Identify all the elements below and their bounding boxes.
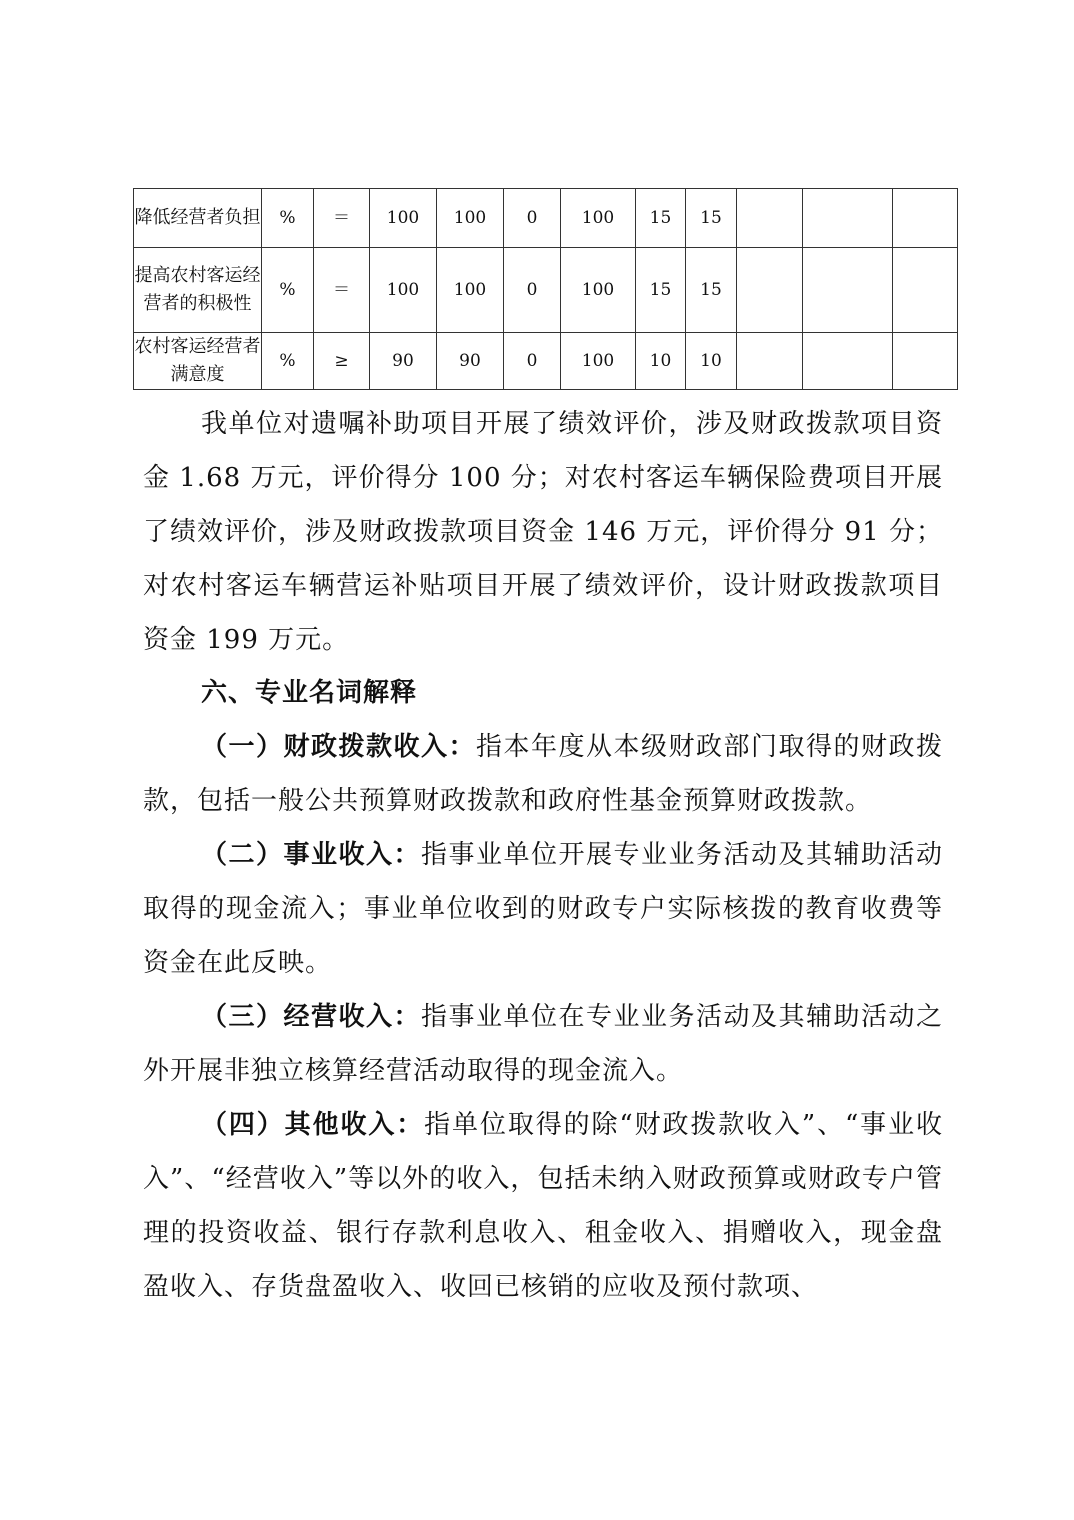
value-cell: 0 <box>504 333 561 390</box>
evaluation-paragraph: 我单位对遗嘱补助项目开展了绩效评价，涉及财政拨款项目资金 1.68 万元，评价得分 100 分；对农村客运车辆保险费项目开展了绩效评价，涉及财政拨款项目资金 146 万元，评价得分 91 分；对农村客运车辆营运补贴项目开展了绩效评价，设计财政拨款项目资金 199 万元。 <box>143 409 943 655</box>
empty-cell <box>893 189 958 248</box>
term-text: 指单位取得的除“财政拨款收入”、“事业收入”、“经营收入”等以外的收入，包括未纳入财政预算或财政专户管理的投资收益、银行存款利息收入、租金收入、捐赠收入，现金盘盈收入、存货盘盈收入、收回已核销的应收及预付款项、 <box>143 1110 943 1302</box>
value-cell: 100 <box>561 248 636 333</box>
empty-cell <box>803 333 893 390</box>
term-text: 指事业单位开展专业业务活动及其辅助活动取得的现金流入；事业单位收到的财政专户实际核拨的教育收费等资金在此反映。 <box>143 840 943 978</box>
indicator-name: 提高农村客运经营者的积极性 <box>134 248 262 333</box>
term-label: （三）经营收入： <box>201 1002 421 1032</box>
term-label: （一）财政拨款收入： <box>201 732 476 762</box>
indicator-name: 农村客运经营者满意度 <box>134 333 262 390</box>
value-cell: 10 <box>686 333 737 390</box>
value-cell: 15 <box>686 189 737 248</box>
term-definition <box>143 1098 943 1314</box>
unit-cell: % <box>262 248 314 333</box>
section-heading: 六、专业名词解释 <box>201 678 418 708</box>
value-cell: 100 <box>437 248 504 333</box>
empty-cell <box>893 248 958 333</box>
empty-cell <box>803 248 893 333</box>
unit-cell: % <box>262 333 314 390</box>
table-row <box>134 333 958 390</box>
term-text: 指事业单位在专业业务活动及其辅助活动之外开展非独立核算经营活动取得的现金流入。 <box>143 1002 943 1086</box>
performance-indicator-table <box>133 188 958 390</box>
table-row <box>134 248 958 333</box>
table-row <box>134 189 958 248</box>
operator-cell: ≥ <box>314 333 370 390</box>
indicator-name: 降低经营者负担 <box>134 189 262 248</box>
term-definition <box>143 828 943 990</box>
value-cell: 90 <box>370 333 437 390</box>
value-cell: 15 <box>686 248 737 333</box>
value-cell: 100 <box>561 189 636 248</box>
value-cell: 100 <box>370 189 437 248</box>
empty-cell <box>737 189 803 248</box>
operator-cell: ＝ <box>314 248 370 333</box>
empty-cell <box>737 333 803 390</box>
term-definition <box>143 720 943 828</box>
value-cell: 15 <box>636 189 686 248</box>
value-cell: 15 <box>636 248 686 333</box>
term-text: 指本年度从本级财政部门取得的财政拨款，包括一般公共预算财政拨款和政府性基金预算财政拨款。 <box>143 732 943 816</box>
value-cell: 90 <box>437 333 504 390</box>
value-cell: 0 <box>504 189 561 248</box>
value-cell: 100 <box>437 189 504 248</box>
term-label: （四）其他收入： <box>201 1110 425 1140</box>
empty-cell <box>737 248 803 333</box>
unit-cell: % <box>262 189 314 248</box>
operator-cell: ＝ <box>314 189 370 248</box>
value-cell: 100 <box>561 333 636 390</box>
value-cell: 0 <box>504 248 561 333</box>
empty-cell <box>893 333 958 390</box>
term-label: （二）事业收入： <box>201 840 421 870</box>
empty-cell <box>803 189 893 248</box>
value-cell: 10 <box>636 333 686 390</box>
value-cell: 100 <box>370 248 437 333</box>
term-definition <box>143 990 943 1098</box>
